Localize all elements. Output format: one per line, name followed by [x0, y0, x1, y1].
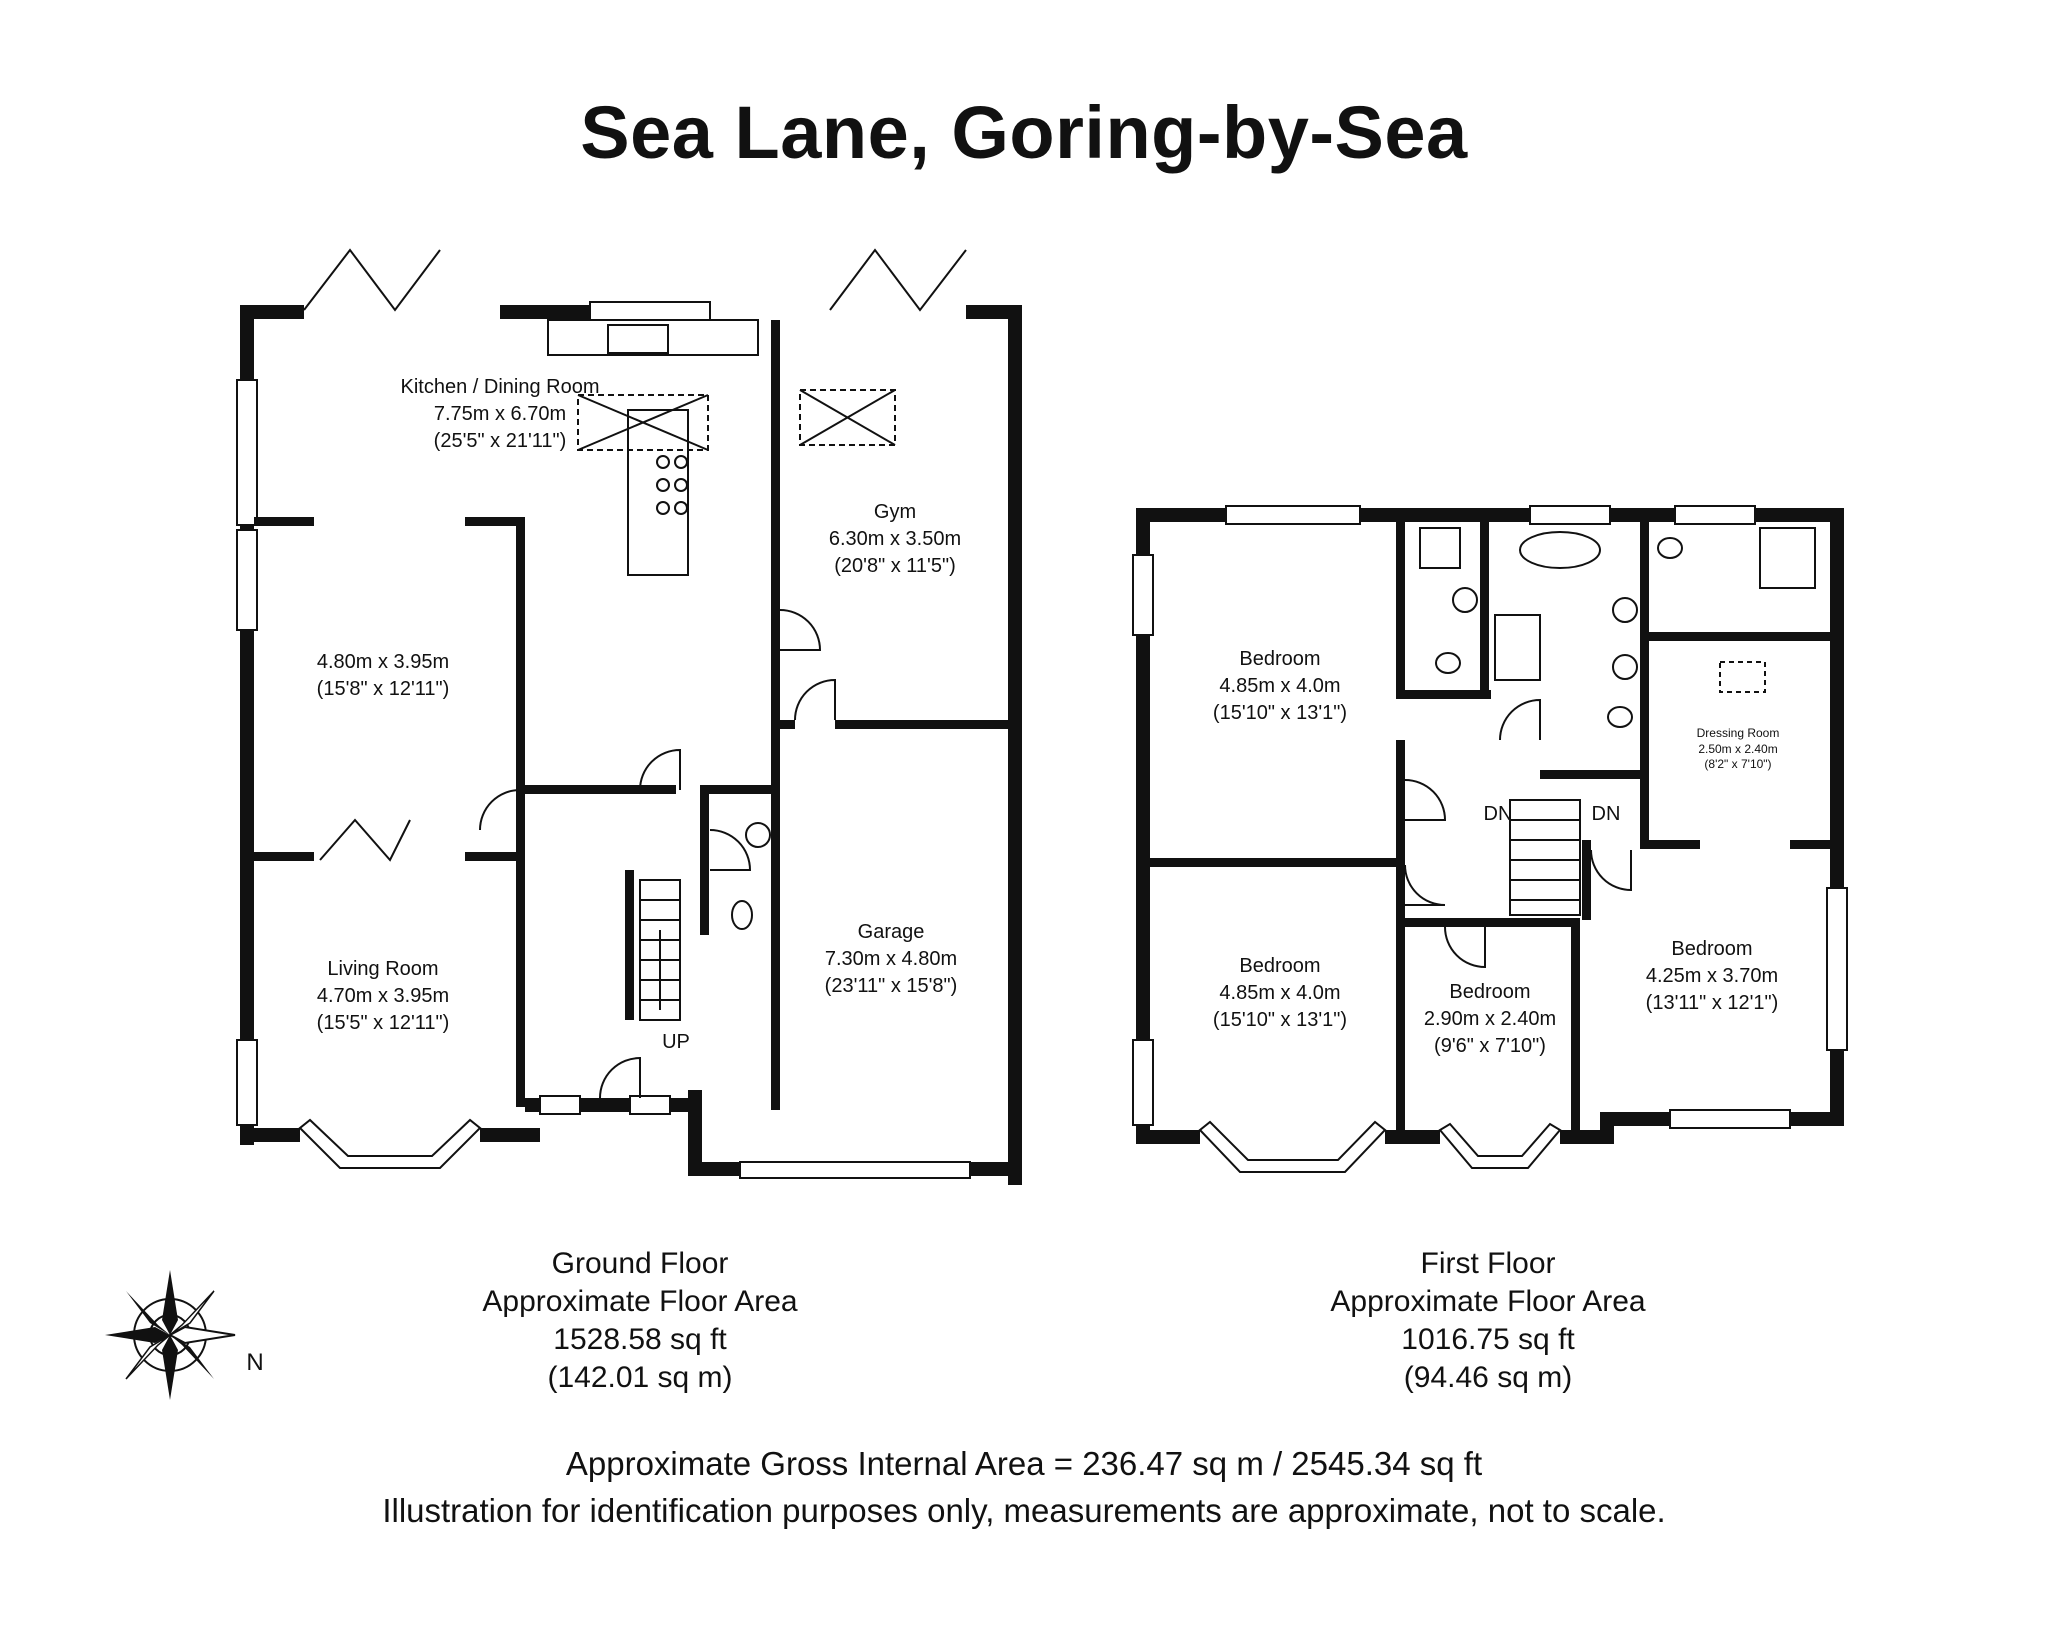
stairs-down-label-left: DN: [1483, 803, 1513, 825]
window: [540, 1096, 580, 1114]
wall: [1480, 522, 1489, 692]
first-floor-area-label: Approximate Floor Area: [1330, 1285, 1646, 1318]
toilet-icon: [1608, 707, 1632, 727]
sink-icon: [608, 325, 668, 353]
hob-icon: [657, 502, 669, 514]
wall: [1385, 1130, 1440, 1144]
stairs-down-label-right: DN: [1591, 803, 1621, 825]
gym-name: Gym: [873, 501, 917, 523]
wall: [1150, 858, 1405, 867]
bedroom-3-metric: 2.90m x 2.40m: [1423, 1008, 1557, 1030]
gym-imperial: (20'8" x 11'5"): [834, 555, 956, 577]
page-title: Sea Lane, Goring-by-Sea: [580, 91, 1468, 174]
wall: [1640, 522, 1649, 842]
wall: [254, 852, 314, 861]
disclaimer: Illustration for identification purposes only, measurements are approximate, not to scale.: [382, 1492, 1666, 1529]
door-swing: [795, 680, 835, 720]
bifold-door: [830, 250, 966, 310]
door-swing: [480, 790, 520, 830]
staircase: [1510, 800, 1580, 915]
wall: [240, 305, 304, 319]
door-swing: [1500, 700, 1540, 740]
compass-rose-icon: [105, 1270, 235, 1400]
bath-icon: [1520, 532, 1600, 568]
first-floor-area-sqm: (94.46 sq m): [1403, 1361, 1573, 1394]
garage-metric: 7.30m x 4.80m: [824, 948, 958, 970]
wall: [1540, 770, 1649, 779]
window: [237, 380, 257, 525]
wall: [700, 785, 780, 794]
door-swing: [640, 750, 680, 790]
kitchen-name: Kitchen / Dining Room: [400, 376, 600, 398]
wall: [625, 870, 634, 1020]
gross-internal-area: Approximate Gross Internal Area = 236.47 sq m / 2545.34 sq ft: [565, 1445, 1483, 1482]
wall: [1360, 508, 1530, 522]
hob-icon: [675, 502, 687, 514]
bedroom-2-metric: 4.85m x 4.0m: [1219, 982, 1341, 1004]
wall: [1136, 508, 1226, 522]
wall: [1571, 918, 1580, 1138]
bay-window: [1200, 1122, 1385, 1172]
ground-floor-plan: [237, 250, 1022, 1185]
window: [1133, 555, 1153, 635]
wall: [1600, 1112, 1670, 1126]
wall: [1396, 690, 1491, 699]
kitchen-island: [628, 410, 688, 575]
toilet-icon: [732, 901, 752, 929]
bay-window: [300, 1120, 480, 1168]
window: [237, 1040, 257, 1125]
wall: [1830, 508, 1844, 888]
living-room-metric: 4.70m x 3.95m: [316, 985, 450, 1007]
wall: [1396, 740, 1405, 1140]
hob-icon: [675, 456, 687, 468]
wall: [1610, 508, 1675, 522]
hob-icon: [675, 479, 687, 491]
bifold-door: [320, 820, 410, 860]
window: [1827, 888, 1847, 1050]
bedroom-3-imperial: (9'6" x 7'10"): [1434, 1035, 1546, 1057]
kitchen-imperial: (25'5" x 21'11"): [433, 430, 567, 452]
wall: [771, 320, 780, 720]
first-floor-area-sqft: 1016.75 sq ft: [1401, 1323, 1575, 1356]
window: [740, 1162, 970, 1178]
bedroom-1-imperial: (15'10" x 13'1"): [1212, 702, 1348, 724]
wall: [1582, 840, 1591, 920]
dressing-room-imperial: (8'2" x 7'10"): [1704, 757, 1772, 771]
kitchen-metric: 7.75m x 6.70m: [433, 403, 567, 425]
bedroom-3-name: Bedroom: [1449, 981, 1531, 1003]
door-swing: [1405, 780, 1445, 820]
hob-icon: [657, 479, 669, 491]
hob-icon: [657, 456, 669, 468]
garage-imperial: (23'11" x 15'8"): [824, 975, 958, 997]
basin-icon: [1453, 588, 1477, 612]
window: [590, 302, 710, 320]
garage-name: Garage: [857, 921, 925, 943]
basin-icon: [1613, 598, 1637, 622]
wall: [1396, 918, 1580, 927]
shower-tray-icon: [1420, 528, 1460, 568]
wall: [1136, 1130, 1200, 1144]
window: [1670, 1110, 1790, 1128]
wall: [1008, 305, 1022, 1185]
stairs-up-label: UP: [662, 1031, 690, 1053]
wall: [1640, 840, 1700, 849]
wall: [1790, 840, 1830, 849]
window: [1530, 506, 1610, 524]
window: [1675, 506, 1755, 524]
reception-metric: 4.80m x 3.95m: [316, 651, 450, 673]
door-swing: [780, 610, 820, 650]
living-room-imperial: (15'5" x 12'11"): [316, 1012, 450, 1034]
door-swing: [1591, 850, 1631, 890]
bedroom-4-metric: 4.25m x 3.70m: [1645, 965, 1779, 987]
ground-floor-title: Ground Floor: [551, 1247, 729, 1280]
bedroom-4-imperial: (13'11" x 12'1"): [1645, 992, 1779, 1014]
wall: [254, 517, 314, 526]
bedroom-1-metric: 4.85m x 4.0m: [1219, 675, 1341, 697]
wall: [1640, 632, 1830, 641]
wall: [771, 720, 780, 1110]
wall: [835, 720, 1015, 729]
reception-imperial: (15'8" x 12'11"): [316, 678, 450, 700]
door-swing: [600, 1058, 640, 1098]
bedroom-2-name: Bedroom: [1239, 955, 1321, 977]
window: [630, 1096, 670, 1114]
first-floor-plan: [1133, 506, 1847, 1172]
wall: [516, 785, 676, 794]
gym-metric: 6.30m x 3.50m: [828, 528, 962, 550]
bedroom-2-imperial: (15'10" x 13'1"): [1212, 1009, 1348, 1031]
bay-window: [1440, 1124, 1560, 1168]
ground-floor-area-label: Approximate Floor Area: [482, 1285, 798, 1318]
first-floor-summary: [1268, 1245, 1708, 1397]
shower-tray-icon: [1495, 615, 1540, 680]
living-room-name: Living Room: [327, 958, 439, 980]
wall: [688, 1090, 702, 1176]
skylight: [1720, 662, 1765, 692]
window: [1226, 506, 1360, 524]
bedroom-4-name: Bedroom: [1671, 938, 1753, 960]
window: [1133, 1040, 1153, 1125]
dressing-room-name: Dressing Room: [1696, 726, 1780, 740]
bedroom-1-name: Bedroom: [1239, 648, 1321, 670]
basin-icon: [1613, 655, 1637, 679]
wall: [1790, 1112, 1844, 1126]
compass-north-label: N: [246, 1349, 264, 1376]
wall: [700, 785, 709, 935]
dressing-room-metric: 2.50m x 2.40m: [1698, 742, 1778, 756]
door-swing: [1405, 865, 1445, 905]
wall: [1755, 508, 1830, 522]
toilet-icon: [1436, 653, 1460, 673]
toilet-icon: [1658, 538, 1682, 558]
window: [237, 530, 257, 630]
basin-icon: [746, 823, 770, 847]
wall: [480, 1128, 540, 1142]
shower-tray-icon: [1760, 528, 1815, 588]
ground-floor-area-sqm: (142.01 sq m): [547, 1361, 733, 1394]
first-floor-title: First Floor: [1420, 1247, 1556, 1280]
door-swing: [1445, 927, 1485, 967]
door-swing: [710, 830, 750, 870]
ground-floor-summary: [420, 1245, 860, 1397]
wall: [465, 852, 525, 861]
wall: [240, 1128, 300, 1142]
wall: [1396, 522, 1405, 692]
ground-floor-area-sqft: 1528.58 sq ft: [553, 1323, 727, 1356]
bifold-door: [304, 250, 440, 310]
